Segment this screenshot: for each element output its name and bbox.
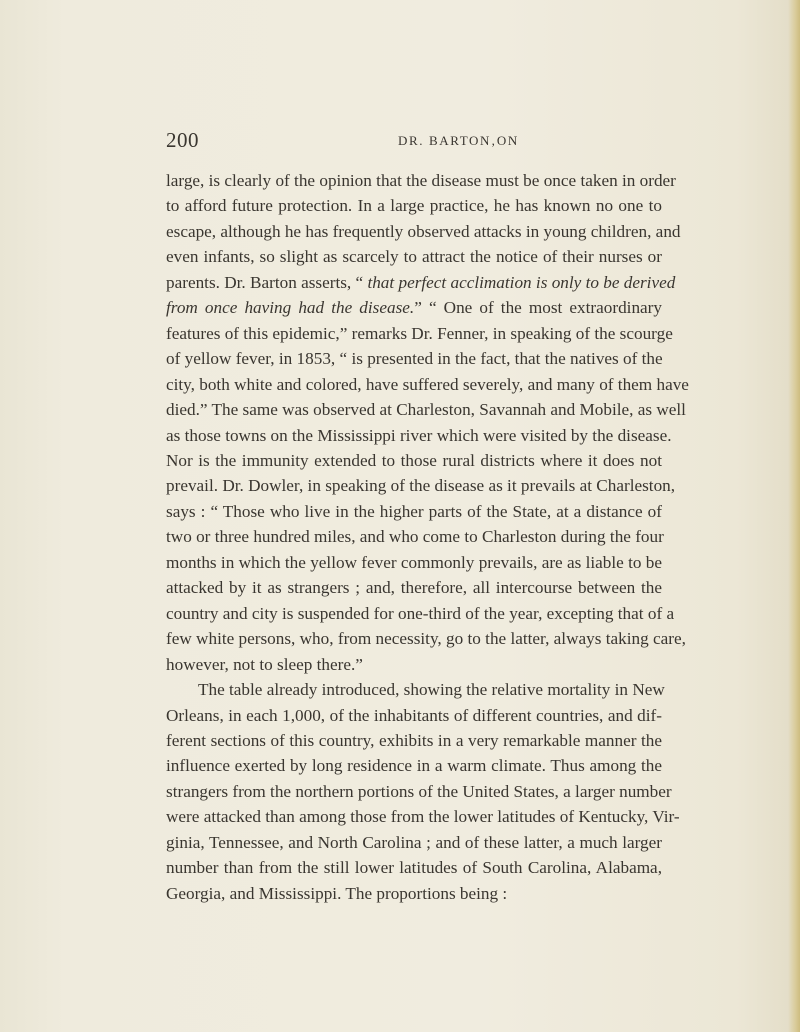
text-line	[166, 524, 662, 549]
text-run: prevail. Dr. Dowler, in speaking of the disease as it prevails at Charleston,	[166, 476, 676, 496]
text-line	[166, 448, 662, 473]
text-run: parents. Dr. Barton asserts, “	[166, 272, 368, 292]
text-run: as those towns on the Mississippi river which were visited by the disease.	[166, 425, 672, 445]
text-run: says : “ Those who live in the higher parts of the State, at a distance of	[166, 501, 662, 521]
body-text	[166, 168, 689, 906]
text-line	[166, 423, 672, 448]
text-line	[166, 804, 680, 829]
text-line	[166, 397, 686, 422]
text-line	[166, 652, 662, 677]
text-run: however, not to sleep there.”	[166, 654, 363, 674]
text-line	[166, 677, 665, 702]
text-run: even infants, so slight as scarcely to attract the notice of their nurses or	[166, 247, 662, 267]
text-run: of yellow fever, in 1853, “ is presented in the fact, that the natives of the	[166, 349, 663, 369]
text-run: few white persons, who, from necessity, go to the latter, always taking care,	[166, 629, 686, 649]
text-run: ferent sections of this country, exhibits in a very remarkable manner the	[166, 730, 662, 750]
text-line	[166, 219, 681, 244]
text-run: large, is clearly of the opinion that the disease must be once taken in order	[166, 171, 676, 190]
running-head: DR. BARTON‚ON	[398, 133, 519, 148]
text-line	[166, 601, 675, 626]
text-run: were attacked than among those from the lower latitudes of Kentucky, Vir-	[166, 807, 680, 827]
text-line	[166, 855, 662, 880]
text-line	[166, 575, 662, 600]
text-line	[166, 550, 662, 575]
text-run: number than from the still lower latitudes of South Carolina, Alabama,	[166, 858, 662, 878]
text-line	[166, 779, 672, 804]
page-edge	[788, 0, 800, 1032]
text-line	[166, 626, 686, 651]
text-run: city, both white and colored, have suffered severely, and many of them have	[166, 374, 689, 394]
text-line	[166, 244, 662, 269]
text-run: Orleans, in each 1,000, of the inhabitants of different countries, and dif-	[166, 705, 662, 725]
text-run: attacked by it as strangers ; and, therefore, all intercourse between the	[166, 578, 662, 598]
text-line	[166, 193, 662, 218]
text-run: months in which the yellow fever commonly prevails, are as liable to be	[166, 552, 662, 572]
text-line	[166, 321, 673, 346]
text-line	[166, 830, 662, 855]
page-header	[166, 128, 660, 158]
text-run: to afford future protection. In a large practice, he has known no one to	[166, 196, 662, 216]
text-line	[166, 168, 676, 193]
text-line	[166, 346, 662, 371]
text-line	[166, 703, 662, 728]
text-run: escape, although he has frequently observed attacks in young children, and	[166, 221, 681, 241]
text-line	[166, 295, 662, 320]
text-line	[166, 881, 662, 906]
page-number: 200	[166, 128, 199, 152]
text-run: strangers from the northern portions of the United States, a larger number	[166, 781, 672, 801]
text-run: Nor is the immunity extended to those rural districts where it does not	[166, 450, 662, 470]
italic-text-run: that perfect acclimation is only to be derived	[367, 272, 676, 292]
text-run: died.” The same was observed at Charleston, Savannah and Mobile, as well	[166, 400, 686, 420]
text-run: The table already introduced, showing the relative mortality in New	[198, 680, 665, 700]
text-run: country and city is suspended for one-third of the year, excepting that of a	[166, 603, 675, 623]
text-line	[166, 372, 689, 397]
text-run: two or three hundred miles, and who come to Charleston during the four	[166, 527, 664, 547]
text-run: features of this epidemic,” remarks Dr. Fenner, in speaking of the scourge	[166, 323, 673, 343]
text-run: ” “ One of the most extraordinary	[414, 298, 662, 318]
italic-text-run: from once having had the disease.	[166, 298, 415, 318]
text-line	[166, 270, 676, 295]
text-run: influence exerted by long residence in a warm climate. Thus among the	[166, 756, 662, 776]
text-line	[166, 728, 662, 753]
text-line	[166, 753, 662, 778]
text-run: Georgia, and Mississippi. The proportions being :	[166, 883, 508, 903]
text-line	[166, 473, 676, 498]
text-run: ginia, Tennessee, and North Carolina ; and of these latter, a much larger	[166, 832, 662, 852]
text-line	[166, 499, 662, 524]
